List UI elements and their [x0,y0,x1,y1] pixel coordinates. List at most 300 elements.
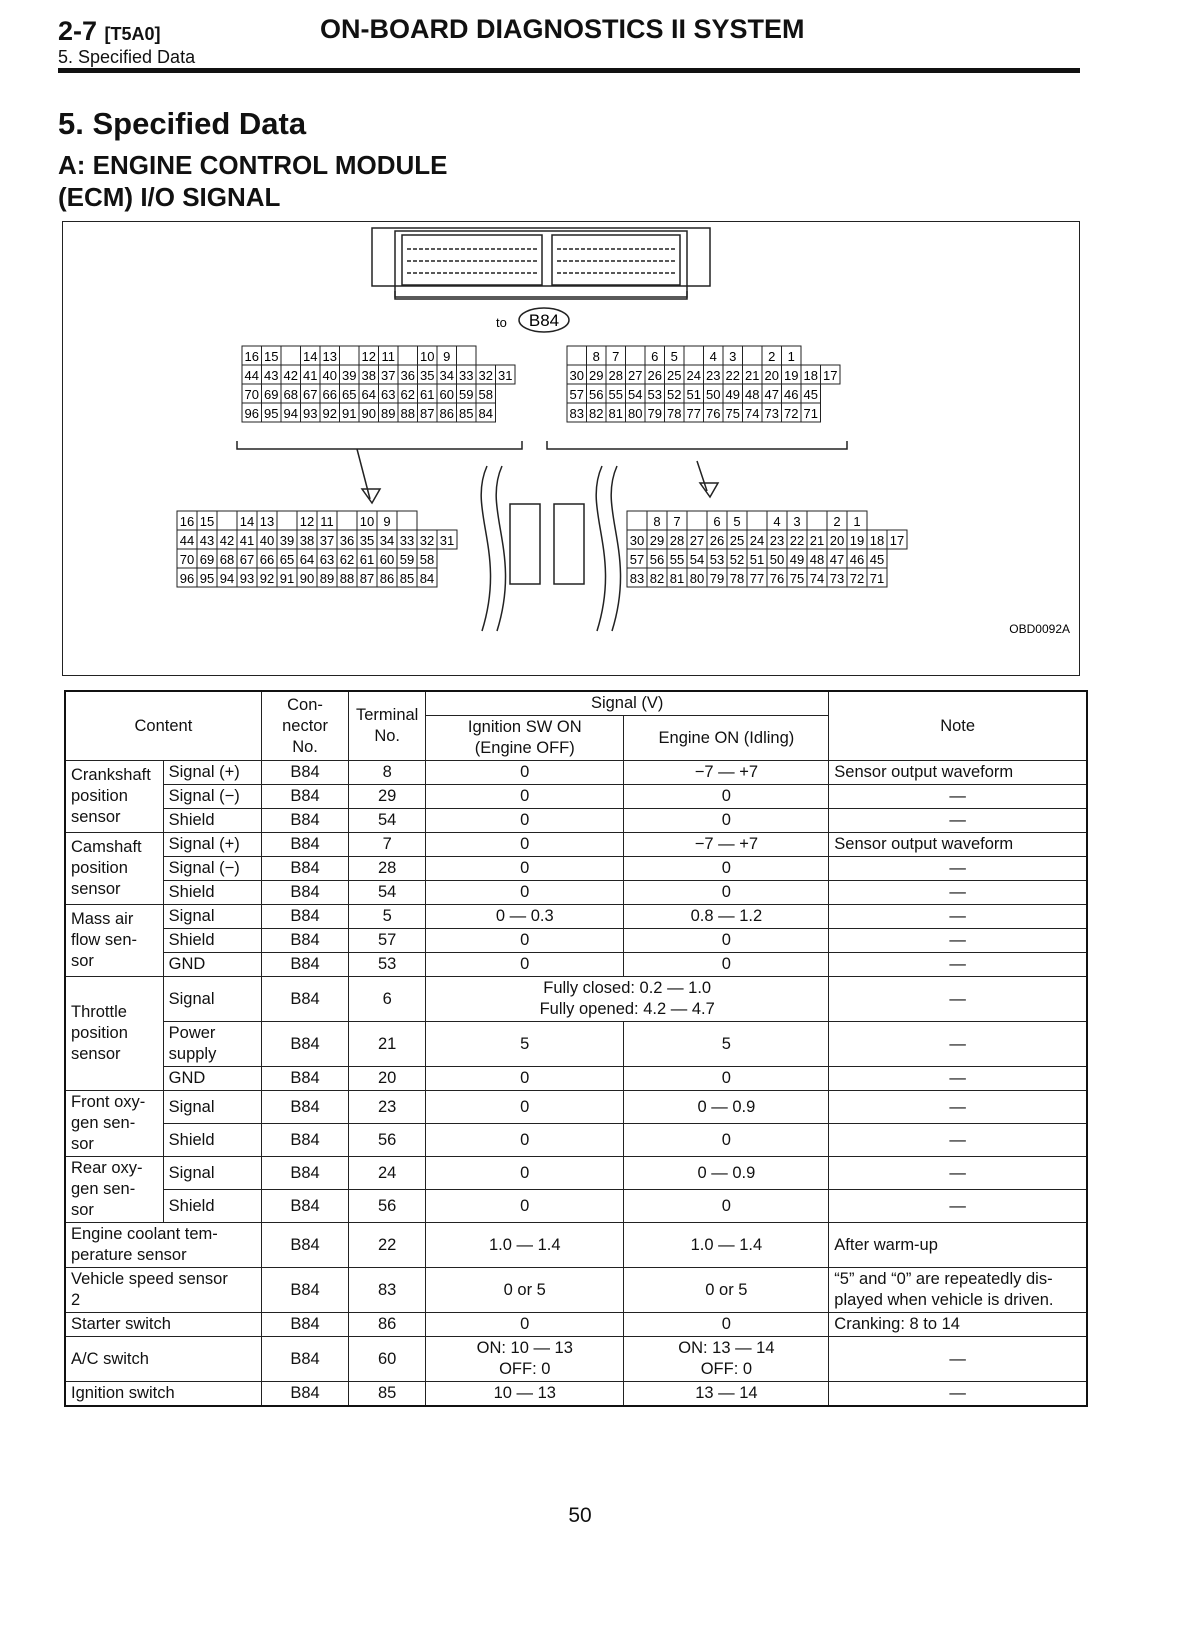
top-left-grid-terminal-label: 32 [478,368,493,383]
page-number: 50 [568,1504,592,1527]
bottom-left-grid-terminal-label: 65 [279,552,295,567]
connector-label: B84 [528,311,560,330]
ignition-on-cell: 0 [426,1313,624,1337]
content-group-cell: Rear oxy- gen sen- sor [65,1157,163,1223]
top-right-grid-cell [626,346,646,365]
top-left-grid-terminal-label: 11 [381,349,395,364]
bottom-right-grid-terminal-label: 27 [689,533,705,548]
ignition-on-cell: 0 — 0.3 [426,905,624,929]
table-row [65,881,1087,905]
top-left-grid-terminal-label: 64 [361,387,376,402]
top-left-grid-terminal-label: 14 [303,349,318,364]
top-left-grid-terminal-label: 96 [244,406,259,421]
top-left-grid-cell [398,346,418,365]
top-left-grid-terminal-label: 66 [322,387,337,402]
connector-cell: B84 [261,1157,348,1190]
top-right-grid-terminal-label: 49 [725,387,740,402]
top-left-grid-terminal-label: 42 [283,368,298,383]
ignition-on-cell: 1.0 — 1.4 [426,1223,624,1268]
top-right-grid-cell [567,346,587,365]
content-group-cell: Camshaft position sensor [65,833,163,905]
bottom-left-grid-terminal-label: 88 [339,571,355,586]
note-cell: — [829,953,1087,977]
table-row [65,761,1087,785]
bottom-right-grid-terminal-label: 7 [673,514,681,529]
bottom-right-grid-terminal-label: 8 [653,514,661,529]
bottom-left-grid-terminal-label: 92 [259,571,275,586]
terminal-cell: 53 [349,953,426,977]
figure-code: OBD0092A [1009,622,1070,636]
top-left-grid-terminal-label: 58 [478,387,493,402]
top-right-grid-terminal-label: 6 [651,349,659,364]
bottom-left-grid-terminal-label: 37 [319,533,335,548]
content-sub-cell: Shield [163,929,261,953]
top-left-grid-terminal-label: 70 [244,387,259,402]
top-right-grid-terminal-label: 20 [764,368,779,383]
connector-cell: B84 [261,1268,348,1313]
connector-cell: B84 [261,1223,348,1268]
top-right-grid-terminal-label: 47 [764,387,779,402]
connector-cell: B84 [261,1313,348,1337]
bottom-left-grid-cell [337,511,357,530]
table-row [65,1382,1087,1407]
content-sub-cell: Signal [163,977,261,1022]
engine-on-cell: 0 [624,857,829,881]
bottom-left-grid-terminal-label: 58 [419,552,435,567]
bottom-left-grid-cell [217,511,237,530]
bottom-right-grid-terminal-label: 18 [869,533,885,548]
bottom-right-grid-terminal-label: 6 [713,514,721,529]
table-row [65,1268,1087,1313]
note-cell: Sensor output waveform [829,761,1087,785]
bottom-left-grid-terminal-label: 32 [419,533,435,548]
engine-on-cell: 5 [624,1022,829,1067]
top-left-grid-terminal-label: 59 [459,387,474,402]
bottom-left-grid-terminal-label: 64 [299,552,315,567]
top-left-grid-terminal-label: 95 [264,406,279,421]
top-right-grid-terminal-label: 74 [745,406,760,421]
header-note: Note [829,691,1087,761]
bottom-right-grid-terminal-label: 5 [733,514,741,529]
note-cell: — [829,857,1087,881]
table-row [65,1067,1087,1091]
header-connector: Con- nector No. [261,691,348,761]
engine-on-cell: 1.0 — 1.4 [624,1223,829,1268]
content-cell: Vehicle speed sensor 2 [65,1268,261,1313]
bottom-left-grid-terminal-label: 86 [379,571,395,586]
note-cell: — [829,905,1087,929]
content-sub-cell: Signal (−) [163,785,261,809]
note-cell: — [829,1091,1087,1124]
table-row [65,857,1087,881]
engine-on-cell: 0 [624,1313,829,1337]
note-cell: — [829,1382,1087,1407]
content-group-cell: Mass air flow sen- sor [65,905,163,977]
bottom-right-grid-terminal-label: 54 [689,552,705,567]
terminal-cell: 54 [349,881,426,905]
top-right-grid-terminal-label: 7 [612,349,620,364]
bottom-left-grid-terminal-label: 15 [199,514,215,529]
bottom-left-grid-cell [397,511,417,530]
top-right-grid-terminal-label: 46 [784,387,799,402]
ignition-on-cell: 0 [426,809,624,833]
bottom-left-grid-terminal-label: 87 [359,571,375,586]
engine-on-cell: 0 [624,953,829,977]
note-cell: — [829,1337,1087,1382]
top-right-grid-terminal-label: 5 [670,349,678,364]
bottom-right-grid-terminal-label: 20 [829,533,845,548]
bottom-right-grid-terminal-label: 74 [809,571,825,586]
ignition-on-cell: 10 — 13 [426,1382,624,1407]
content-group-cell: Front oxy- gen sen- sor [65,1091,163,1157]
connector-cell: B84 [261,977,348,1022]
top-left-grid-terminal-label: 60 [439,387,454,402]
top-left-grid-terminal-label: 94 [283,406,298,421]
top-right-grid-terminal-label: 24 [686,368,701,383]
top-left-grid-cell [281,346,301,365]
top-right-grid-terminal-label: 29 [589,368,604,383]
connector-cell: B84 [261,785,348,809]
bottom-left-grid-terminal-label: 89 [319,571,335,586]
top-right-grid-terminal-label: 2 [768,349,776,364]
content-sub-cell: Power supply [163,1022,261,1067]
top-right-grid-terminal-label: 54 [628,387,643,402]
connector-cell: B84 [261,1022,348,1067]
cut-line-icon [481,466,490,631]
bottom-left-grid-terminal-label: 91 [279,571,295,586]
top-right-grid-cell [743,346,763,365]
bottom-right-grid-terminal-label: 55 [669,552,685,567]
content-cell: Engine coolant tem- perature sensor [65,1223,261,1268]
content-sub-cell: Signal (−) [163,857,261,881]
top-left-grid-terminal-label: 33 [459,368,474,383]
ignition-on-cell: 0 [426,857,624,881]
bottom-right-grid-terminal-label: 83 [629,571,645,586]
connector-cell: B84 [261,761,348,785]
bottom-right-grid-terminal-label: 75 [789,571,805,586]
content-cell: A/C switch [65,1337,261,1382]
note-cell: — [829,1067,1087,1091]
bottom-left-grid-terminal-label: 84 [419,571,435,586]
bottom-left-grid-terminal-label: 13 [259,514,275,529]
subsection-heading-line2: (ECM) I/O SIGNAL [58,182,281,212]
bottom-left-grid-terminal-label: 36 [339,533,355,548]
top-right-grid-terminal-label: 83 [569,406,584,421]
engine-on-cell: 0 [624,1190,829,1223]
table-row [65,1157,1087,1190]
content-group-cell: Throttle position sensor [65,977,163,1091]
top-right-grid-terminal-label: 80 [628,406,643,421]
signal-merged-cell: Fully closed: 0.2 — 1.0 Fully opened: 4.2 — 4.7 [426,977,829,1022]
bottom-right-grid-cell [747,511,767,530]
bottom-left-grid-terminal-label: 63 [319,552,335,567]
header-rule [58,68,1080,73]
content-group-cell: Crankshaft position sensor [65,761,163,833]
top-left-grid-terminal-label: 93 [303,406,318,421]
engine-on-cell: 0 or 5 [624,1268,829,1313]
table-row [65,785,1087,809]
connector-cell: B84 [261,1337,348,1382]
arrow-left-icon [362,489,380,503]
ignition-on-cell: 5 [426,1022,624,1067]
ignition-on-cell: ON: 10 — 13 OFF: 0 [426,1337,624,1382]
bottom-left-grid-terminal-label: 35 [359,533,375,548]
section-sub-code: [T5A0] [104,24,161,44]
top-right-grid-terminal-label: 52 [667,387,682,402]
top-right-grid-terminal-label: 26 [647,368,662,383]
top-right-grid-terminal-label: 57 [569,387,584,402]
ignition-on-cell: 0 [426,953,624,977]
table-row [65,833,1087,857]
top-right-grid-terminal-label: 79 [647,406,662,421]
top-right-grid-terminal-label: 4 [709,349,717,364]
bottom-right-grid-terminal-label: 73 [829,571,845,586]
top-right-grid-terminal-label: 22 [725,368,740,383]
top-right-grid-terminal-label: 3 [729,349,737,364]
bottom-right-grid-terminal-label: 21 [809,533,825,548]
bottom-left-grid-terminal-label: 16 [179,514,195,529]
table-row [65,1313,1087,1337]
bottom-right-grid-cell [627,511,647,530]
note-cell: — [829,977,1087,1022]
top-right-grid-terminal-label: 48 [745,387,760,402]
bottom-left-grid-terminal-label: 60 [379,552,395,567]
top-right-grid-terminal-label: 55 [608,387,623,402]
content-sub-cell: Signal [163,1091,261,1124]
note-cell: — [829,881,1087,905]
bottom-left-grid-terminal-label: 94 [219,571,235,586]
content-cell: Starter switch [65,1313,261,1337]
top-left-grid-terminal-label: 85 [459,406,474,421]
connector-cell: B84 [261,1091,348,1124]
bottom-right-grid-terminal-label: 57 [629,552,645,567]
top-right-grid-terminal-label: 17 [823,368,838,383]
terminal-cell: 7 [349,833,426,857]
top-left-grid-terminal-label: 84 [478,406,493,421]
bottom-right-grid-cell [807,511,827,530]
bottom-right-grid-terminal-label: 79 [709,571,725,586]
header-engine-on: Engine ON (Idling) [624,716,829,761]
top-right-grid-terminal-label: 28 [608,368,623,383]
bottom-right-grid-terminal-label: 26 [709,533,725,548]
bottom-right-grid-terminal-label: 24 [749,533,765,548]
engine-on-cell: 0 [624,785,829,809]
bottom-right-grid-terminal-label: 2 [833,514,841,529]
top-right-grid-terminal-label: 72 [784,406,799,421]
bottom-right-grid-terminal-label: 56 [649,552,665,567]
note-cell: — [829,1157,1087,1190]
engine-on-cell: 0 — 0.9 [624,1157,829,1190]
table-row [65,1022,1087,1067]
top-right-grid-terminal-label: 76 [706,406,721,421]
connector-cell: B84 [261,1067,348,1091]
top-left-grid-terminal-label: 10 [420,349,435,364]
ignition-on-cell: 0 [426,1124,624,1157]
bottom-left-grid-cell [277,511,297,530]
bottom-right-grid-terminal-label: 48 [809,552,825,567]
bottom-left-grid-terminal-label: 14 [239,514,255,529]
bottom-right-grid-terminal-label: 76 [769,571,785,586]
bottom-left-grid-terminal-label: 43 [199,533,215,548]
top-left-grid-terminal-label: 35 [420,368,435,383]
bottom-right-grid-terminal-label: 25 [729,533,745,548]
breadcrumb: 5. Specified Data [58,47,196,67]
engine-on-cell: 0.8 — 1.2 [624,905,829,929]
table-row [65,905,1087,929]
connector-cell: B84 [261,857,348,881]
connector-cell: B84 [261,809,348,833]
top-right-grid-cell [684,346,704,365]
bottom-right-grid-terminal-label: 19 [849,533,865,548]
content-sub-cell: Signal [163,905,261,929]
note-cell: — [829,1124,1087,1157]
terminal-cell: 6 [349,977,426,1022]
bottom-left-grid-terminal-label: 70 [179,552,195,567]
content-sub-cell: Shield [163,809,261,833]
ecm-unit-icon [372,228,710,299]
connector-cell: B84 [261,1382,348,1407]
top-right-grid-terminal-label: 78 [667,406,682,421]
bottom-left-grid-terminal-label: 33 [399,533,415,548]
bottom-left-grid-terminal-label: 41 [239,533,255,548]
bottom-right-grid-terminal-label: 45 [869,552,885,567]
top-left-grid-terminal-label: 15 [264,349,279,364]
note-cell: Sensor output waveform [829,833,1087,857]
bottom-right-grid-terminal-label: 29 [649,533,665,548]
engine-on-cell: 0 [624,1067,829,1091]
bottom-left-grid-terminal-label: 31 [439,533,455,548]
top-right-grid-terminal-label: 1 [787,349,795,364]
terminal-cell: 56 [349,1124,426,1157]
terminal-cell: 54 [349,809,426,833]
content-sub-cell: Shield [163,1190,261,1223]
bottom-left-grid-terminal-label: 85 [399,571,415,586]
top-left-grid-terminal-label: 9 [443,349,451,364]
content-sub-cell: Signal (+) [163,761,261,785]
terminal-cell: 86 [349,1313,426,1337]
bottom-left-grid-terminal-label: 40 [259,533,275,548]
ignition-on-cell: 0 [426,1190,624,1223]
content-sub-cell: Signal [163,1157,261,1190]
bottom-left-grid-terminal-label: 34 [379,533,395,548]
ignition-on-cell: 0 [426,881,624,905]
terminal-cell: 22 [349,1223,426,1268]
bottom-right-grid-terminal-label: 3 [793,514,801,529]
bottom-right-grid-terminal-label: 28 [669,533,685,548]
bottom-right-grid-terminal-label: 46 [849,552,865,567]
engine-on-cell: ON: 13 — 14 OFF: 0 [624,1337,829,1382]
note-cell: Cranking: 8 to 14 [829,1313,1087,1337]
bottom-right-grid-terminal-label: 72 [849,571,865,586]
connector-cell: B84 [261,1124,348,1157]
top-left-grid-terminal-label: 87 [420,406,435,421]
ignition-on-cell: 0 [426,1157,624,1190]
terminal-cell: 28 [349,857,426,881]
top-left-grid-cell [457,346,477,365]
connector-cell: B84 [261,833,348,857]
table-row [65,953,1087,977]
bottom-right-grid-terminal-label: 30 [629,533,645,548]
top-left-grid-terminal-label: 34 [439,368,454,383]
header-terminal: Terminal No. [349,691,426,761]
terminal-cell: 21 [349,1022,426,1067]
ignition-on-cell: 0 [426,785,624,809]
bottom-left-grid-terminal-label: 59 [399,552,415,567]
bottom-right-grid-terminal-label: 77 [749,571,765,586]
top-right-grid-terminal-label: 19 [784,368,799,383]
content-sub-cell: Shield [163,881,261,905]
top-left-grid-cell [340,346,360,365]
top-left-grid-terminal-label: 65 [342,387,357,402]
top-left-grid-terminal-label: 69 [264,387,279,402]
bottom-left-grid-terminal-label: 95 [199,571,215,586]
bottom-left-grid-terminal-label: 67 [239,552,255,567]
content-sub-cell: GND [163,953,261,977]
note-cell: — [829,1190,1087,1223]
top-left-grid-terminal-label: 39 [342,368,357,383]
top-left-grid-terminal-label: 44 [244,368,259,383]
top-right-grid-terminal-label: 56 [589,387,604,402]
connector-cell: B84 [261,905,348,929]
table-row [65,977,1087,1022]
terminal-cell: 20 [349,1067,426,1091]
top-right-grid-terminal-label: 75 [725,406,740,421]
top-left-grid-terminal-label: 61 [420,387,435,402]
content-cell: Ignition switch [65,1382,261,1407]
connector-cell: B84 [261,1190,348,1223]
arrow-right-icon [700,483,718,497]
bottom-right-grid-terminal-label: 82 [649,571,665,586]
top-left-grid-terminal-label: 38 [361,368,376,383]
engine-on-cell: −7 — +7 [624,833,829,857]
bottom-left-grid-terminal-label: 39 [279,533,295,548]
ignition-on-cell: 0 [426,1067,624,1091]
terminal-cell: 24 [349,1157,426,1190]
terminal-cell: 60 [349,1337,426,1382]
top-left-grid-terminal-label: 91 [342,406,357,421]
content-sub-cell: GND [163,1067,261,1091]
top-right-grid-terminal-label: 50 [706,387,721,402]
bottom-left-grid-terminal-label: 42 [219,533,235,548]
engine-on-cell: −7 — +7 [624,761,829,785]
bottom-right-grid-terminal-label: 52 [729,552,745,567]
top-right-grid-terminal-label: 21 [745,368,760,383]
terminal-cell: 83 [349,1268,426,1313]
note-cell: “5” and “0” are repeatedly dis- played when vehicle is driven. [829,1268,1087,1313]
section-heading: 5. Specified Data [58,106,307,141]
bottom-right-grid-terminal-label: 50 [769,552,785,567]
header-content: Content [65,691,261,761]
connector-prefix: to [496,315,507,330]
section-code: 2-7 [T5A0] [58,16,161,46]
bottom-right-grid-terminal-label: 51 [749,552,765,567]
bottom-left-grid-terminal-label: 96 [179,571,195,586]
table-row [65,1091,1087,1124]
top-right-grid-terminal-label: 27 [628,368,643,383]
bottom-left-grid-terminal-label: 68 [219,552,235,567]
bottom-right-grid-terminal-label: 49 [789,552,805,567]
top-right-grid-terminal-label: 8 [592,349,600,364]
top-right-grid-terminal-label: 53 [647,387,662,402]
bottom-right-grid-terminal-label: 4 [773,514,781,529]
bottom-left-grid-terminal-label: 93 [239,571,255,586]
ignition-on-cell: 0 or 5 [426,1268,624,1313]
table-row [65,809,1087,833]
top-left-grid-terminal-label: 13 [322,349,337,364]
terminal-cell: 57 [349,929,426,953]
engine-on-cell: 0 [624,881,829,905]
bottom-right-grid-terminal-label: 78 [729,571,745,586]
